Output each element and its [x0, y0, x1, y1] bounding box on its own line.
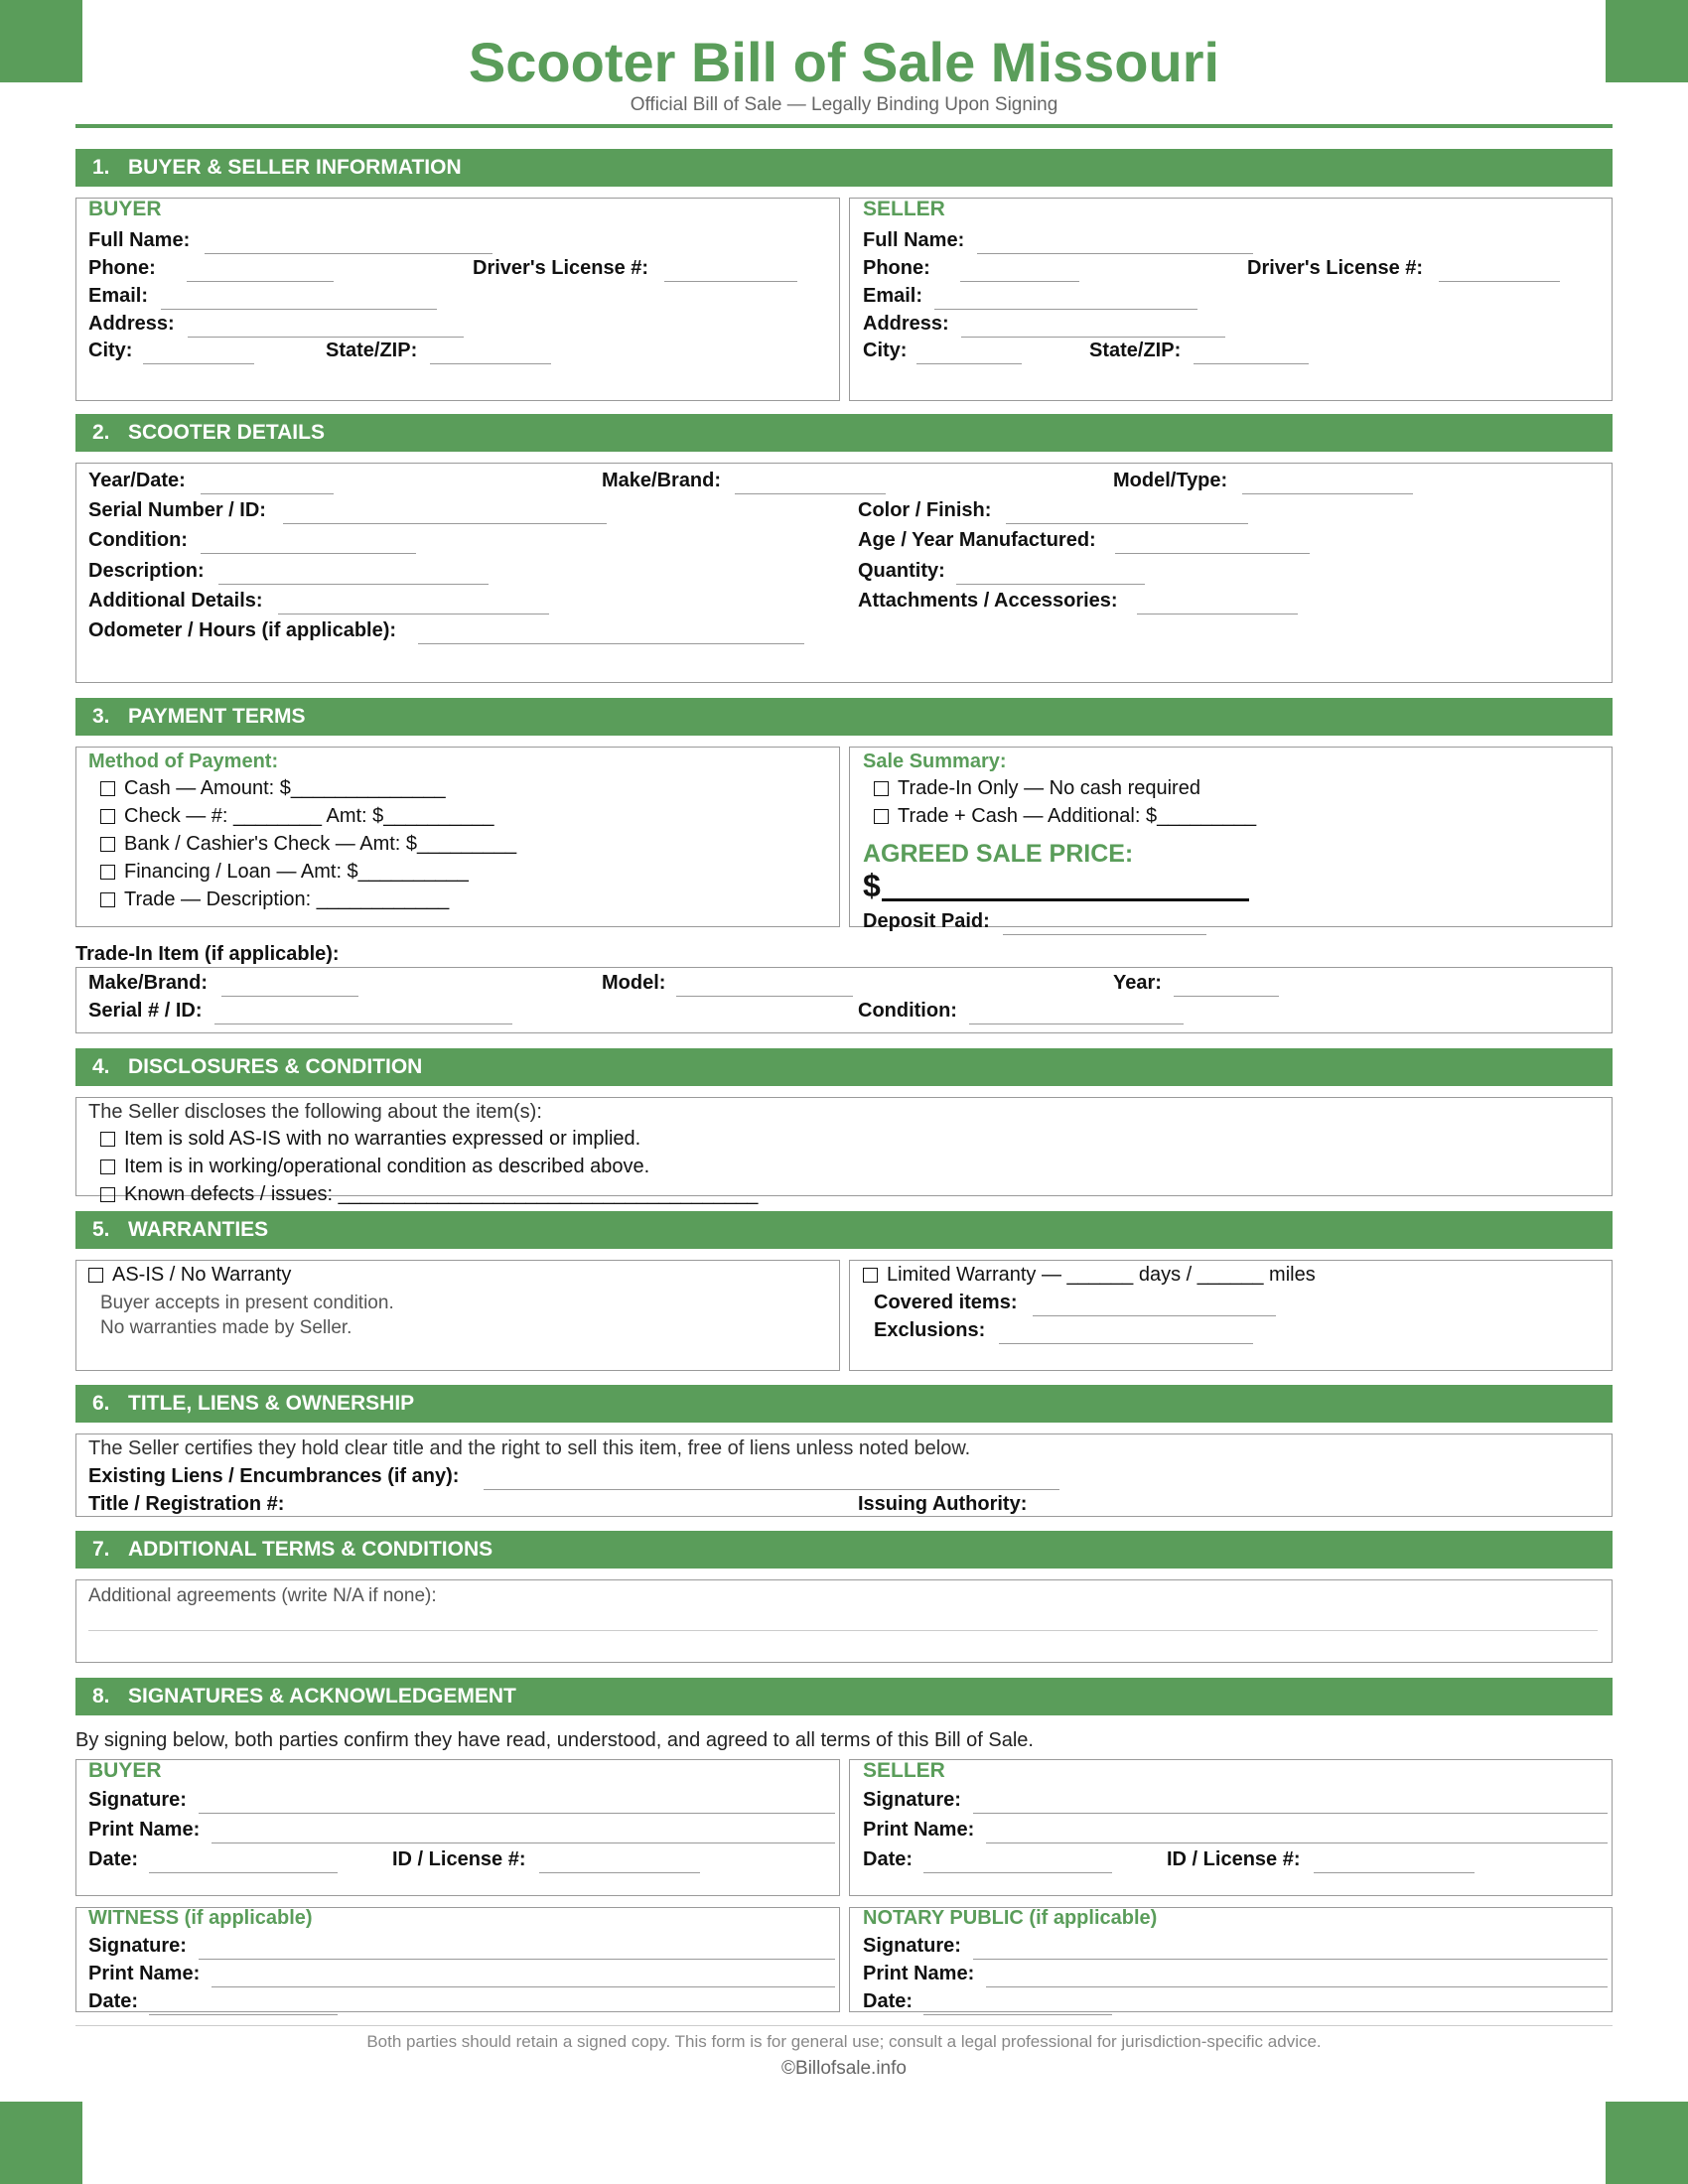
- seller-address-field[interactable]: [961, 337, 1225, 338]
- buyer-date-field[interactable]: [149, 1872, 338, 1873]
- summary-option-trade-in-only[interactable]: [874, 777, 1200, 800]
- section-header-additional-terms: [75, 1531, 1613, 1569]
- section-title: DISCLOSURES & CONDITION: [128, 1055, 423, 1078]
- buyer-city-label: City:: [88, 340, 133, 361]
- scooter-quantity-field[interactable]: [956, 584, 1145, 585]
- buyer-print-name-label: Print Name:: [88, 1819, 201, 1841]
- signatures-intro: By signing below, both parties confirm they have read, understood, and agreed to all terms of this Bill of Sale.: [75, 1729, 1034, 1751]
- corner-decoration: [0, 0, 82, 82]
- sale-summary-heading: Sale Summary:: [863, 751, 1007, 772]
- seller-email-field[interactable]: [934, 309, 1197, 310]
- section-title: WARRANTIES: [128, 1218, 269, 1241]
- seller-phone-label: Phone:: [863, 257, 930, 279]
- summary-option-label: Trade + Cash — Additional: $_________: [898, 805, 1257, 827]
- scooter-description-field[interactable]: [218, 584, 489, 585]
- witness-print-name-field[interactable]: [211, 1986, 835, 1987]
- currency-symbol: $: [863, 868, 881, 903]
- warranty-as-is-option[interactable]: [88, 1264, 291, 1287]
- existing-liens-field[interactable]: [484, 1489, 1059, 1490]
- buyer-date-label: Date:: [88, 1848, 139, 1870]
- witness-date-field[interactable]: [149, 2014, 338, 2015]
- checkbox-icon: [874, 781, 889, 796]
- buyer-city-field[interactable]: [143, 363, 254, 364]
- scooter-additional-label: Additional Details:: [88, 590, 263, 612]
- notary-date-field[interactable]: [923, 2014, 1112, 2015]
- summary-option-trade-plus-cash[interactable]: [874, 805, 1256, 828]
- section-title: PAYMENT TERMS: [128, 705, 306, 728]
- seller-city-label: City:: [863, 340, 908, 361]
- deposit-paid-label: Deposit Paid:: [863, 910, 990, 932]
- buyer-license-label: Driver's License #:: [473, 257, 649, 279]
- seller-email-label: Email:: [863, 285, 923, 307]
- section-number: 1.: [92, 156, 110, 179]
- summary-option-label: Trade-In Only — No cash required: [898, 777, 1200, 799]
- seller-id-license-label: ID / License #:: [1167, 1848, 1301, 1870]
- scooter-year-label: Year/Date:: [88, 470, 186, 491]
- buyer-state-zip-label: State/ZIP:: [326, 340, 418, 361]
- disclosure-as-is[interactable]: [100, 1128, 640, 1151]
- section-number: 4.: [92, 1055, 110, 1078]
- checkbox-icon: [88, 1268, 103, 1283]
- warranty-limited-option[interactable]: [863, 1264, 1316, 1287]
- payment-option-label: Bank / Cashier's Check — Amt: $_________: [124, 833, 517, 855]
- checkbox-icon: [100, 781, 115, 796]
- existing-liens-label: Existing Liens / Encumbrances (if any):: [88, 1465, 460, 1487]
- seller-license-field[interactable]: [1439, 281, 1560, 282]
- checkbox-icon: [874, 809, 889, 824]
- disclosure-label: Known defects / issues: ______________________________________: [124, 1183, 759, 1205]
- section-number: 3.: [92, 705, 110, 728]
- section-number: 5.: [92, 1218, 110, 1241]
- scooter-age-label: Age / Year Manufactured:: [858, 529, 1096, 551]
- seller-address-label: Address:: [863, 313, 949, 335]
- scooter-year-field[interactable]: [201, 493, 334, 494]
- section-number: 6.: [92, 1392, 110, 1415]
- seller-id-license-field[interactable]: [1314, 1872, 1475, 1873]
- payment-option-check[interactable]: [100, 805, 494, 828]
- notary-date-label: Date:: [863, 1990, 914, 2012]
- scooter-details-box: [75, 463, 1613, 683]
- section-header-signatures: [75, 1678, 1613, 1715]
- additional-terms-prompt: Additional agreements (write N/A if none):: [88, 1585, 437, 1606]
- seller-state-zip-field[interactable]: [1194, 363, 1309, 364]
- seller-print-name-label: Print Name:: [863, 1819, 975, 1841]
- scooter-odometer-label: Odometer / Hours (if applicable):: [88, 619, 397, 641]
- title-registration-label: Title / Registration #:: [88, 1493, 285, 1515]
- section-header-title-liens: [75, 1385, 1613, 1423]
- checkbox-icon: [100, 809, 115, 824]
- payment-option-label: Trade — Description: ____________: [124, 888, 450, 910]
- trade-in-serial-label: Serial # / ID:: [88, 1000, 203, 1022]
- payment-option-label: Cash — Amount: $______________: [124, 777, 446, 799]
- notary-signature-field[interactable]: [973, 1959, 1608, 1960]
- corner-decoration: [0, 2102, 82, 2184]
- section-title: BUYER & SELLER INFORMATION: [128, 156, 462, 179]
- checkbox-icon: [100, 837, 115, 852]
- buyer-full-name-field[interactable]: [205, 253, 492, 254]
- footer-copyright: ©Billofsale.info: [781, 2058, 907, 2079]
- buyer-info-box: [75, 198, 840, 401]
- notary-heading: NOTARY PUBLIC (if applicable): [863, 1907, 1158, 1929]
- buyer-full-name-label: Full Name:: [88, 229, 191, 251]
- buyer-heading: BUYER: [88, 198, 162, 220]
- notary-signature-label: Signature:: [863, 1935, 961, 1957]
- warranty-covered-label: Covered items:: [874, 1292, 1018, 1313]
- document-page: [75, 0, 1613, 2184]
- title-divider: [75, 124, 1613, 128]
- seller-city-field[interactable]: [916, 363, 1022, 364]
- warranty-as-is-note: No warranties made by Seller.: [100, 1317, 352, 1338]
- corner-decoration: [1606, 0, 1688, 82]
- seller-state-zip-label: State/ZIP:: [1089, 340, 1182, 361]
- trade-in-year-label: Year:: [1113, 972, 1162, 994]
- scooter-make-label: Make/Brand:: [602, 470, 722, 491]
- scooter-make-field[interactable]: [735, 493, 886, 494]
- trade-in-model-field[interactable]: [676, 996, 853, 997]
- warranty-as-is-note: Buyer accepts in present condition.: [100, 1293, 394, 1313]
- page-title: Scooter Bill of Sale Missouri: [468, 31, 1220, 93]
- agreed-sale-price-field[interactable]: [882, 898, 1249, 901]
- trade-in-heading: Trade-In Item (if applicable):: [75, 943, 340, 965]
- trade-in-make-label: Make/Brand:: [88, 972, 209, 994]
- notary-print-name-label: Print Name:: [863, 1963, 975, 1984]
- section-header-disclosures: [75, 1048, 1613, 1086]
- buyer-phone-label: Phone:: [88, 257, 156, 279]
- scooter-age-field[interactable]: [1115, 553, 1310, 554]
- scooter-serial-label: Serial Number / ID:: [88, 499, 266, 521]
- warranty-exclusions-label: Exclusions:: [874, 1319, 986, 1341]
- trade-in-model-label: Model:: [602, 972, 666, 994]
- scooter-attachments-label: Attachments / Accessories:: [858, 590, 1118, 612]
- checkbox-icon: [100, 892, 115, 907]
- warranty-exclusions-field[interactable]: [999, 1343, 1253, 1344]
- section-number: 7.: [92, 1538, 110, 1561]
- seller-full-name-label: Full Name:: [863, 229, 965, 251]
- warranty-option-label: Limited Warranty — ______ days / ______ miles: [887, 1264, 1316, 1286]
- trade-in-condition-label: Condition:: [858, 1000, 957, 1022]
- checkbox-icon: [863, 1268, 878, 1283]
- scooter-condition-label: Condition:: [88, 529, 188, 551]
- buyer-license-field[interactable]: [664, 281, 797, 282]
- buyer-address-label: Address:: [88, 313, 175, 335]
- corner-decoration: [1606, 2102, 1688, 2184]
- buyer-signature-label: Signature:: [88, 1789, 187, 1811]
- witness-signature-field[interactable]: [199, 1959, 835, 1960]
- witness-print-name-label: Print Name:: [88, 1963, 201, 1984]
- seller-signature-heading: SELLER: [863, 1759, 945, 1782]
- buyer-state-zip-field[interactable]: [430, 363, 551, 364]
- title-certification-text: The Seller certifies they hold clear title and the right to sell this item, free of liens unless noted below.: [88, 1437, 971, 1459]
- seller-date-label: Date:: [863, 1848, 914, 1870]
- warranty-option-label: AS-IS / No Warranty: [112, 1264, 292, 1286]
- section-number: 8.: [92, 1685, 110, 1707]
- notary-print-name-field[interactable]: [986, 1986, 1608, 1987]
- buyer-signature-heading: BUYER: [88, 1759, 162, 1782]
- seller-phone-field[interactable]: [960, 281, 1079, 282]
- scooter-color-field[interactable]: [1006, 523, 1248, 524]
- seller-heading: SELLER: [863, 198, 945, 220]
- buyer-id-license-label: ID / License #:: [392, 1848, 526, 1870]
- scooter-odometer-field[interactable]: [418, 643, 804, 644]
- seller-signature-label: Signature:: [863, 1789, 961, 1811]
- payment-method-heading: Method of Payment:: [88, 751, 279, 772]
- section-header-buyer-seller: [75, 149, 1613, 187]
- seller-license-label: Driver's License #:: [1247, 257, 1424, 279]
- scooter-condition-field[interactable]: [201, 553, 416, 554]
- checkbox-icon: [100, 865, 115, 880]
- agreed-sale-price-label: AGREED SALE PRICE:: [863, 840, 1134, 868]
- checkbox-icon: [100, 1187, 115, 1202]
- seller-info-box: [849, 198, 1613, 401]
- seller-signature-field[interactable]: [973, 1813, 1608, 1814]
- payment-option-label: Check — #: ________ Amt: $__________: [124, 805, 494, 827]
- footer-note: Both parties should retain a signed copy. This form is for general use; consult a legal professional for jurisdiction-specific advice.: [366, 2032, 1322, 2051]
- disclosure-label: Item is in working/operational condition as described above.: [124, 1156, 650, 1177]
- disclosure-label: Item is sold AS-IS with no warranties expressed or implied.: [124, 1128, 641, 1150]
- witness-date-label: Date:: [88, 1990, 139, 2012]
- issuing-authority-label: Issuing Authority:: [858, 1493, 1028, 1515]
- payment-option-financing[interactable]: [100, 861, 469, 884]
- seller-full-name-field[interactable]: [977, 253, 1253, 254]
- buyer-email-label: Email:: [88, 285, 149, 307]
- payment-option-label: Financing / Loan — Amt: $__________: [124, 861, 469, 883]
- checkbox-icon: [100, 1160, 115, 1174]
- witness-signature-label: Signature:: [88, 1935, 187, 1957]
- seller-date-field[interactable]: [923, 1872, 1112, 1873]
- scooter-quantity-label: Quantity:: [858, 560, 945, 582]
- buyer-signature-field[interactable]: [199, 1813, 835, 1814]
- footer-divider: [75, 2025, 1613, 2026]
- additional-terms-field[interactable]: [88, 1630, 1598, 1631]
- witness-heading: WITNESS (if applicable): [88, 1907, 313, 1929]
- disclosure-working-condition[interactable]: [100, 1156, 649, 1178]
- payment-option-trade[interactable]: [100, 888, 449, 911]
- checkbox-icon: [100, 1132, 115, 1147]
- buyer-email-field[interactable]: [161, 309, 437, 310]
- disclosures-intro: The Seller discloses the following about the item(s):: [88, 1101, 542, 1123]
- scooter-serial-field[interactable]: [283, 523, 607, 524]
- section-header-scooter-details: [75, 414, 1613, 452]
- payment-option-cash[interactable]: [100, 777, 446, 800]
- deposit-paid-field[interactable]: [1003, 934, 1206, 935]
- buyer-address-field[interactable]: [188, 337, 464, 338]
- section-title: SCOOTER DETAILS: [128, 421, 325, 444]
- section-number: 2.: [92, 421, 110, 444]
- scooter-model-label: Model/Type:: [1113, 470, 1228, 491]
- buyer-phone-field[interactable]: [187, 281, 334, 282]
- section-header-payment-terms: [75, 698, 1613, 736]
- section-title: SIGNATURES & ACKNOWLEDGEMENT: [128, 1685, 516, 1707]
- disclosure-known-defects[interactable]: [100, 1183, 758, 1206]
- section-title: TITLE, LIENS & OWNERSHIP: [128, 1392, 415, 1415]
- warranty-covered-field[interactable]: [1033, 1315, 1276, 1316]
- payment-option-bank-check[interactable]: [100, 833, 516, 856]
- section-title: ADDITIONAL TERMS & CONDITIONS: [128, 1538, 493, 1561]
- scooter-description-label: Description:: [88, 560, 205, 582]
- page-subtitle: Official Bill of Sale — Legally Binding Upon Signing: [630, 94, 1058, 115]
- scooter-color-label: Color / Finish:: [858, 499, 992, 521]
- trade-in-year-field[interactable]: [1174, 996, 1279, 997]
- scooter-model-field[interactable]: [1242, 493, 1413, 494]
- section-header-warranties: [75, 1211, 1613, 1249]
- trade-in-make-field[interactable]: [221, 996, 358, 997]
- buyer-id-license-field[interactable]: [539, 1872, 700, 1873]
